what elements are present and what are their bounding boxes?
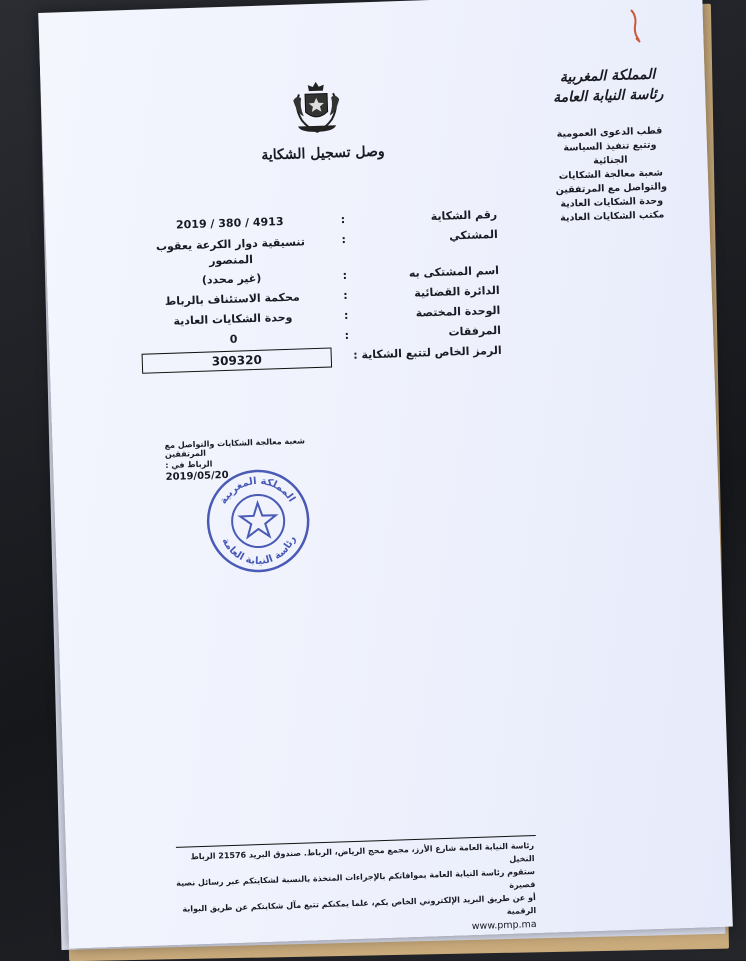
field-value: (غير محدد): [201, 271, 262, 287]
document-page: [38, 0, 733, 948]
official-seal-icon: [203, 466, 312, 575]
footer-url: www.pmp.ma: [471, 918, 537, 933]
field-colon: :: [341, 232, 347, 247]
field-colon: :: [342, 268, 348, 283]
pencil-mark-icon: [627, 8, 643, 46]
tracking-code-box: 309320: [142, 347, 333, 373]
presidency-name: رئاسة النيابة العامة: [552, 86, 664, 106]
department-line: الجنائية: [593, 154, 628, 167]
field-label: المرفقات: [448, 323, 502, 339]
field-label: المشتكي: [449, 227, 498, 243]
footer-note-line: أو عن طريق البريد الإلكتروني الخاص بكم، علما يمكنكم تتبع مآل شكايتكم عن طريق البوابة الرقمية: [182, 892, 537, 916]
department-line: وحدة الشكايات العادية: [560, 195, 664, 210]
field-value: 0: [229, 332, 238, 346]
field-value: وحدة الشكايات العادية: [173, 310, 293, 328]
department-list: [534, 124, 687, 227]
seal-bottom-text: رئاسة النيابة العامة: [219, 534, 299, 568]
field-colon: :: [344, 328, 350, 343]
issuing-unit: شعبة معالجة الشكايات والتواصل مع المرتفقين: [164, 436, 306, 460]
field-colon: :: [343, 308, 349, 323]
seal-top-text: المملكة المغربية: [217, 475, 297, 507]
department-line: شعبة معالجة الشكايات: [558, 167, 664, 182]
field-label: اسم المشتكى به: [408, 263, 500, 280]
issuer-header: [532, 64, 687, 227]
field-value: تنسيقية دوار الكرعة يعقوب المنصور: [155, 235, 306, 268]
footer: [174, 839, 537, 943]
department-line: وتتبع تنفيذ السياسة: [563, 139, 657, 154]
field-label: الوحدة المختصة: [415, 303, 501, 320]
field-colon: :: [343, 288, 348, 303]
kingdom-name: المملكة المغربية: [559, 66, 656, 86]
field-value: محكمة الاستئناف بالرباط: [164, 290, 300, 308]
field-label: الرمز الخاص لتتبع الشكاية :: [353, 343, 502, 362]
footer-address: رئاسة النيابة العامة شارع الأرز، مجمع محج الرياض، الرباط. صندوق البريد 21576 الرباط النخيل: [190, 841, 535, 864]
field-label: رقم الشكاية: [430, 207, 498, 224]
department-line: قطب الدعوى العمومية: [556, 125, 663, 140]
issue-city: الرباط في :: [165, 459, 213, 471]
footer-note-line: ستقوم رئاسة النيابة العامة بموافاتكم بالإجراءات المتخذة بالنسبة لشكايتكم عبر رسائل نصية قصيرة: [176, 867, 536, 890]
field-value: 2019 / 380 / 4913: [175, 214, 284, 232]
document-title: وصل تسجيل الشكاية: [261, 143, 385, 164]
royal-emblem-icon: [289, 79, 345, 137]
field-label: الدائرة القضائية: [414, 283, 500, 300]
field-colon: :: [340, 212, 346, 227]
complaint-fields: [137, 208, 502, 376]
issue-date: 2019/05/20: [165, 469, 229, 484]
department-line: والتواصل مع المرتفقين: [555, 181, 668, 196]
department-line: مكتب الشكايات العادية: [560, 209, 665, 224]
